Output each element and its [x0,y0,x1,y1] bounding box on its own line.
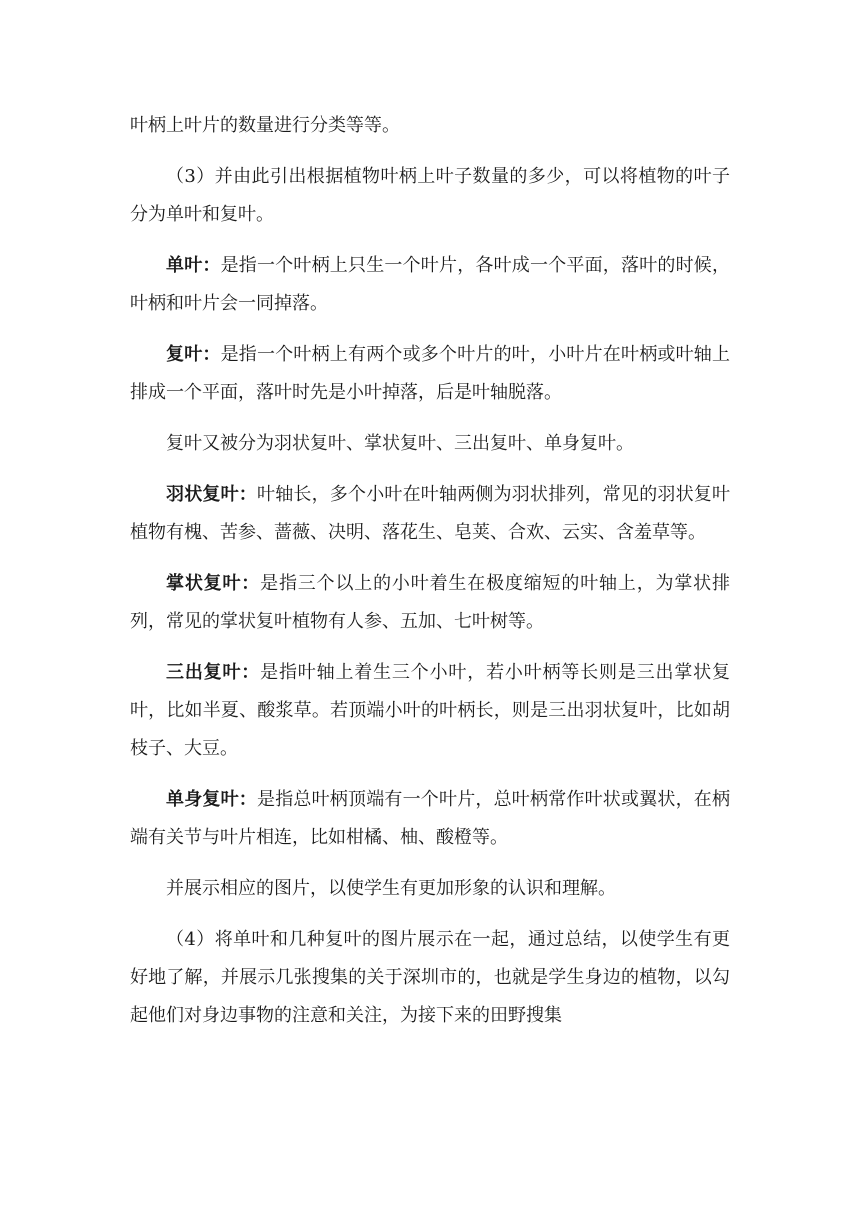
paragraph-text: 是指一个叶柄上有两个或多个叶片的叶，小叶片在叶柄或叶轴上排成一个平面，落叶时先是小叶掉落，后是叶轴脱落。 [130,344,731,403]
paragraph-show-images [130,870,730,908]
paragraph-pinnate [130,476,730,552]
paragraph-text: 是指一个叶柄上只生一个叶片，各叶成一个平面，落叶的时候，叶柄和叶片会一同掉落。 [130,255,731,314]
paragraph-text: 叶柄上叶片的数量进行分类等等。 [130,115,400,136]
term-unifoliate: 单身复叶： [166,789,257,810]
paragraph-palmate [130,565,730,641]
paragraph-simple-leaf [130,247,730,323]
paragraph-unifoliate [130,781,730,857]
term-pinnate: 羽状复叶： [166,484,257,505]
paragraph-compound-types [130,425,730,463]
paragraph-text: 是指叶轴上着生三个小叶，若小叶柄等长则是三出掌状复叶，比如半夏、酸浆草。若顶端小叶的叶柄长，则是三出羽状复叶，比如胡枝子、大豆。 [130,662,731,759]
paragraph-continuation [130,107,730,145]
paragraph-text: （3）并由此引出根据植物叶柄上叶子数量的多少，可以将植物的叶子分为单叶和复叶。 [130,166,730,225]
term-palmate: 掌状复叶： [166,573,261,594]
paragraph-step-3 [130,158,730,234]
paragraph-text: 是指三个以上的小叶着生在极度缩短的叶轴上，为掌状排列，常见的掌状复叶植物有人参、五加、七叶树等。 [130,573,731,632]
document-body [130,107,730,1048]
term-trifoliate: 三出复叶： [166,662,261,683]
term-simple-leaf: 单叶： [166,255,221,276]
paragraph-text: 并展示相应的图片，以使学生有更加形象的认识和理解。 [166,878,616,899]
paragraph-text: 是指总叶柄顶端有一个叶片，总叶柄常作叶状或翼状，在柄端有关节与叶片相连，比如柑橘、柚、酸橙等。 [130,789,730,848]
paragraph-step-4 [130,921,730,1035]
paragraph-text: 复叶又被分为羽状复叶、掌状复叶、三出复叶、单身复叶。 [166,433,634,454]
term-compound-leaf: 复叶： [166,344,221,365]
paragraph-text: 叶轴长，多个小叶在叶轴两侧为羽状排列，常见的羽状复叶植物有槐、苦参、蔷薇、决明、落花生、皂荚、合欢、云实、含羞草等。 [130,484,730,543]
paragraph-compound-leaf [130,336,730,412]
paragraph-text: （4）将单叶和几种复叶的图片展示在一起，通过总结，以使学生有更好地了解，并展示几张搜集的关于深圳市的，也就是学生身边的植物，以勾起他们对身边事物的注意和关注，为接下来的田野搜集 [130,929,730,1026]
paragraph-trifoliate [130,654,730,768]
